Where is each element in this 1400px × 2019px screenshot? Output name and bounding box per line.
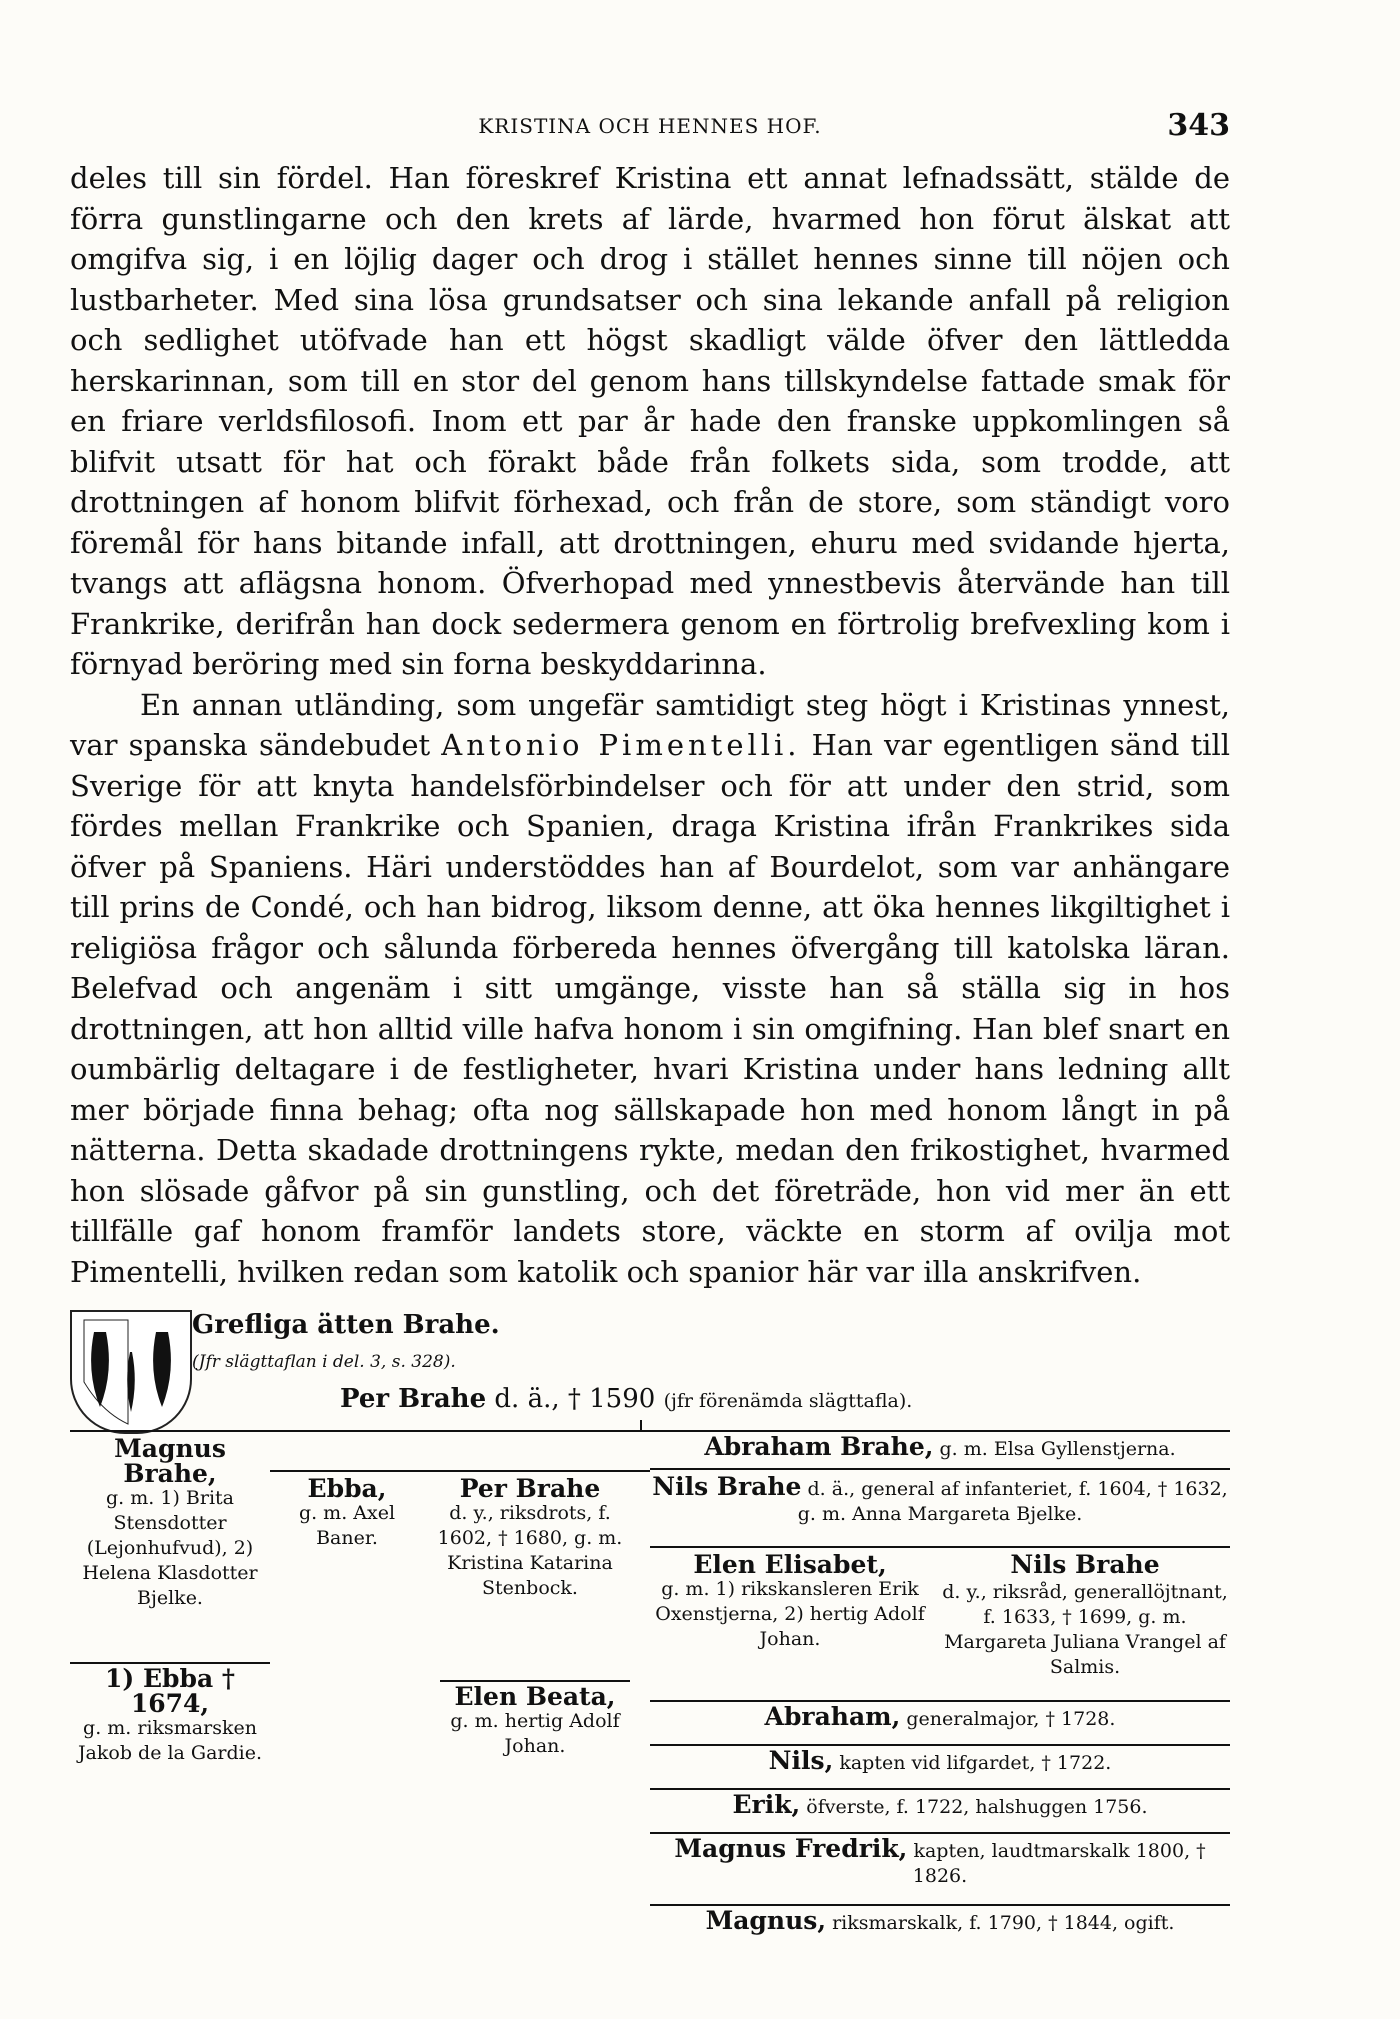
abraham-2-detail: generalmajor, † 1728. bbox=[906, 1708, 1116, 1730]
paragraph-2-start: En annan utländing, som ungefär samtidigt steg högt i Kristinas ynnest, var spanska sändebudet bbox=[70, 687, 1230, 762]
nils-brahe-aldre-detail: d. ä., general af infanteriet, f. 1604, † 1632, g. m. Anna Margareta Bjelke. bbox=[797, 1478, 1228, 1525]
nils-brahe-aldre-name: Nils Brahe bbox=[652, 1472, 802, 1501]
ebba-detail: g. m. Axel Baner. bbox=[298, 1502, 396, 1549]
ebba-box bbox=[272, 1476, 422, 1551]
magnus-fredrik-detail: kapten, laudtmarskalk 1800, † 1826. bbox=[912, 1840, 1206, 1887]
abraham-brahe-detail: g. m. Elsa Gyllenstjerna. bbox=[939, 1438, 1176, 1460]
paragraph-1: deles till sin fördel. Han föreskref Kristina ett annat lefnadssätt, stälde de förra gunstlingarne och den krets af lärde, hvarmed hon förut älskat att omgifva sig, i en löjlig dager och drog i stället hennes sinne till nöjen och lustbarheter. Med sina lösa grundsatser och sina lekande anfall på religion och sedlighet utöfvade han ett högst skadligt välde öfver den lättledda herskarinnan, som till en stor del genom hans tillskyndelse fattade smak för en friare verldsfilosofi. Inom ett par år hade den franske uppkomlingen så blifvit utsatt för hat och förakt både från folkets sida, som trodde, att drottningen af honom blifvit förhexad, och från de store, som ständigt voro föremål för hans bitande infall, att drottningen, ehuru med svidande hjerta, tvangs att aflägsna honom. Öfverhopad med ynnestbevis återvände han till Frankrike, derifrån han dock sedermera genom en förtrolig brefvexling kom i förnyad beröring med sin forna beskyddarinna. bbox=[70, 161, 1230, 681]
nils-brahe-yngre-heading bbox=[940, 1552, 1230, 1580]
coat-of-arms-icon bbox=[70, 1310, 192, 1434]
abraham-2-name: Abraham, bbox=[764, 1702, 901, 1731]
tree-line bbox=[650, 1468, 1230, 1470]
erik-detail: öfverste, f. 1722, halshuggen 1756. bbox=[806, 1796, 1148, 1818]
root-detail: d. ä., † 1590 bbox=[486, 1384, 656, 1414]
magnus-last-box bbox=[650, 1904, 1230, 1936]
erik-name: Erik, bbox=[732, 1790, 801, 1819]
abraham-brahe-name: Abraham Brahe, bbox=[704, 1432, 934, 1461]
tree-line bbox=[640, 1420, 642, 1432]
elen-beata-detail: g. m. hertig Adolf Johan. bbox=[450, 1710, 620, 1757]
magnus-brahe-detail: g. m. 1) Brita Stensdotter (Lejonhufvud), 2) Helena Klasdotter Bjelke. bbox=[82, 1487, 258, 1609]
root-name: Per Brahe bbox=[340, 1384, 487, 1414]
nils-brahe-aldre-box bbox=[650, 1474, 1230, 1527]
ebba-name: Ebba, bbox=[307, 1474, 387, 1503]
paragraph-2-end: Han var egentligen sänd till Sverige för att knyta handelsförbindelser och för att under den strid, som fördes mellan Frankrike och Spanien, draga Kristina ifrån Frankrikes sida öfver på Spaniens. Häri understöddes han af Bourdelot, som var anhängare till prins de Condé, och han bidrog, liksom denne, att öka hennes likgiltighet i religiösa frågor och sålunda förbereda hennes öfvergång till katolska läran. Belefvad och angenäm i sitt umgänge, visste han så ställa sig in hos drottningen, att hon alltid ville hafva honom i sin omgifning. Han blef snart en oumbärlig deltagare i de festligheter, hvari Kristina under hans ledning allt mer började finna behag; ofta nog sällskapade hon med honom långt in på nätterna. Detta skadade drottningens rykte, medan den frikostighet, hvarmed hon slösade gåfvor på sin gunstling, och det företräde, hon vid mer än ett tillfälle gaf honom framför landets store, väckte en storm af ovilja mot Pimentelli, hvilken redan som katolik och spanior här var illa anskrifven. bbox=[70, 728, 1231, 1289]
genealogy-table bbox=[0, 1300, 1400, 1950]
nils-brahe-yngre-box bbox=[940, 1552, 1230, 1680]
magnus-brahe-box bbox=[70, 1436, 270, 1611]
magnus-brahe-name: Magnus Brahe, bbox=[114, 1434, 226, 1488]
nils-kapten-box bbox=[650, 1744, 1230, 1776]
magnus-last-name: Magnus, bbox=[705, 1906, 827, 1935]
elen-beata-box bbox=[440, 1680, 630, 1759]
elen-elisabet-detail: g. m. 1) rikskansleren Erik Oxenstjerna, 2) hertig Adolf Johan. bbox=[655, 1578, 925, 1650]
page-header bbox=[70, 108, 1230, 148]
tree-line bbox=[270, 1470, 650, 1472]
abraham-2-box bbox=[650, 1700, 1230, 1732]
ebba-m-name: 1) Ebba † 1674, bbox=[105, 1664, 235, 1718]
body-text bbox=[70, 158, 1230, 1292]
magnus-fredrik-box bbox=[650, 1832, 1230, 1889]
root-note: (jfr förenämda slägttafla). bbox=[663, 1390, 913, 1412]
ebba-m-box bbox=[70, 1662, 270, 1766]
nils-brahe-yngre-detail: d. y., riksråd, generallöjtnant, f. 1633, † 1699, g. m. Margareta Juliana Vrangel af Salmis. bbox=[942, 1581, 1228, 1678]
running-title: KRISTINA OCH HENNES HOF. bbox=[478, 114, 822, 138]
page-number: 343 bbox=[1167, 108, 1230, 143]
ebba-m-detail: g. m. riksmarsken Jakob de la Gardie. bbox=[77, 1717, 263, 1764]
tree-line bbox=[650, 1546, 1230, 1548]
abraham-brahe-box bbox=[650, 1434, 1230, 1462]
nils-kapten-name: Nils, bbox=[768, 1746, 834, 1775]
erik-box bbox=[650, 1788, 1230, 1820]
elen-beata-name: Elen Beata, bbox=[454, 1682, 616, 1711]
genealogy-root bbox=[340, 1384, 912, 1414]
paragraph-2 bbox=[70, 685, 1230, 1293]
genealogy-title: Grefliga ätten Brahe. bbox=[192, 1310, 500, 1340]
nils-kapten-detail: kapten vid lifgardet, † 1722. bbox=[839, 1752, 1112, 1774]
pimentelli-name: Antonio Pimentelli. bbox=[441, 728, 801, 762]
nils-brahe-yngre-name: Nils Brahe bbox=[1010, 1550, 1160, 1579]
genealogy-reference: (Jfr slägttaflan i del. 3, s. 328). bbox=[192, 1352, 456, 1372]
magnus-last-detail: riksmarskalk, f. 1790, † 1844, ogift. bbox=[832, 1912, 1175, 1934]
per-brahe-yngre-name: Per Brahe bbox=[459, 1474, 601, 1503]
elen-elisabet-box bbox=[650, 1552, 930, 1652]
per-brahe-yngre-detail: d. y., riksdrots, f. 1602, † 1680, g. m. Kristina Katarina Stenbock. bbox=[437, 1502, 623, 1599]
per-brahe-yngre-box bbox=[430, 1476, 630, 1601]
tree-line bbox=[70, 1430, 1230, 1432]
magnus-fredrik-name: Magnus Fredrik, bbox=[674, 1834, 908, 1863]
elen-elisabet-name: Elen Elisabet, bbox=[693, 1550, 887, 1579]
